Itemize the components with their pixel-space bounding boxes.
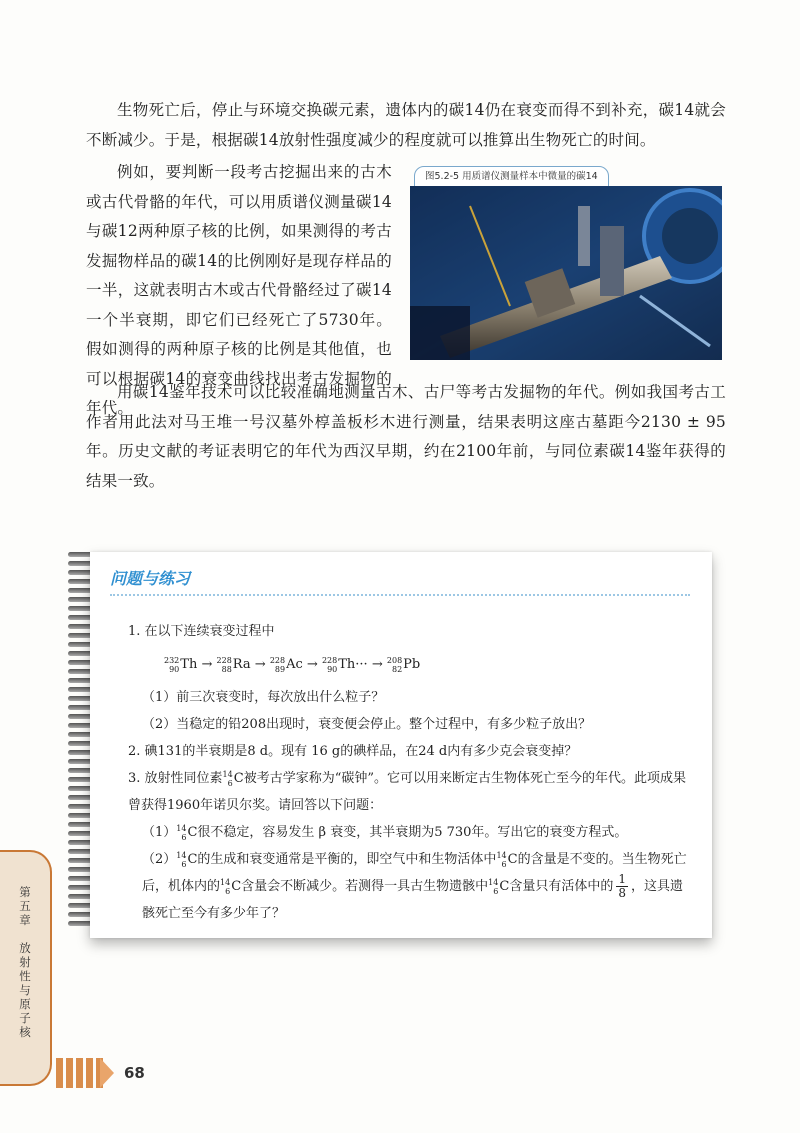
paragraph-dating: 用碳14鉴年技术可以比较准确地测量古木、古尸等考古发掘物的年代。例如我国考古工作者用此法对马王堆一号汉墓外椁盖板杉木进行测量，结果表明这座古墓距今2130 ± 95年。历史文献的考证表明它的年代为西汉早期，约在2100年前，与同位素碳14鉴年获得的结果一致。 xyxy=(86,383,726,490)
title-divider xyxy=(110,594,690,596)
paragraph-intro: 生物死亡后，停止与环境交换碳元素，遗体内的碳14仍在衰变而得不到补充，碳14就会不断减少。于是，根据碳14放射性强度减少的程度就可以推算出生物死亡的时间。 xyxy=(86,101,726,149)
nuclide-pb208: 208 82 xyxy=(386,655,403,674)
question-1-1: （1）前三次衰变时，每次放出什么粒子？ xyxy=(142,690,385,705)
footer-bars-decoration xyxy=(56,1058,103,1088)
footer-arrow-icon xyxy=(100,1058,114,1088)
question-2: 2. 碘131的半衰期是8 d。现有 16 g的碘样品，在24 d内有多少克会衰变掉？ xyxy=(128,744,578,759)
chapter-number: 第五章 xyxy=(19,885,31,927)
decay-chain: 232 90 Th → 228 88 Ra → 228 89 Ac → 228 90 Th··· → 208 82 Pb xyxy=(164,655,421,674)
figure-mass-spectrometer xyxy=(410,166,722,360)
exercise-body xyxy=(128,618,688,927)
nuclide-th232: 232 90 xyxy=(164,655,180,674)
mass-spectrometer-photo xyxy=(410,186,722,360)
question-3-2: （2） 14 6 C的生成和衰变通常是平衡的，即空气中和生物活体中 14 6 C的含量是不变的。当生物死亡后，机体内的 14 6 C含量会不断减少。若测得一具古生物遗骸中 14 6 C含量只有活体中的 $\frac{1}{8}$ ，这具遗骸死亡至今有多少年了？ xyxy=(142,850,687,921)
exercise-title: 问题与练习 xyxy=(110,569,191,588)
question-3: 3. 放射性同位素 14 6 C被考古学家称为“碳钟”。它可以用来断定古生物体死亡至今的年代。此项成果曾获得1960年诺贝尔奖。请回答以下问题： xyxy=(128,769,686,813)
exercise-box xyxy=(90,552,712,938)
figure-caption: 图5.2-5 用质谱仪测量样本中微量的碳14 xyxy=(414,166,609,188)
nuclide-th228: 228 90 xyxy=(321,655,338,674)
nuclide-ac228: 228 89 xyxy=(269,655,286,674)
chapter-label xyxy=(16,885,34,1039)
nuclide-ra228: 228 88 xyxy=(216,655,232,674)
page-number: 68 xyxy=(124,1064,145,1082)
question-1-2: （2）当稳定的铅208出现时，衰变便会停止。整个过程中，有多少粒子放出？ xyxy=(142,717,592,732)
question-3-1: （1） 14 6 C很不稳定，容易发生 β 衰变，其半衰期为5 730年。写出它的衰变方程式。 xyxy=(142,823,628,842)
chapter-title: 放射性与原子核 xyxy=(19,941,31,1039)
fraction-one-eighth: $\frac{1}{8}$ xyxy=(618,872,626,900)
question-1: 1. 在以下连续衰变过程中 xyxy=(128,624,275,639)
paragraph-example: 例如，要判断一段考古挖掘出来的古木或古代骨骼的年代，可以用质谱仪测量碳14与碳12两种原子核的比例，如果测得的考古发掘物样品的碳14的比例刚好是现存样品的一半，这就表明古木或古代骨骼经过了碳14一个半衰期，即它们已经死亡了5730年。假如测得的两种原子核的比例是其他值，也可以根据碳14的衰变曲线找出考古发掘物的年代。 xyxy=(86,163,392,417)
